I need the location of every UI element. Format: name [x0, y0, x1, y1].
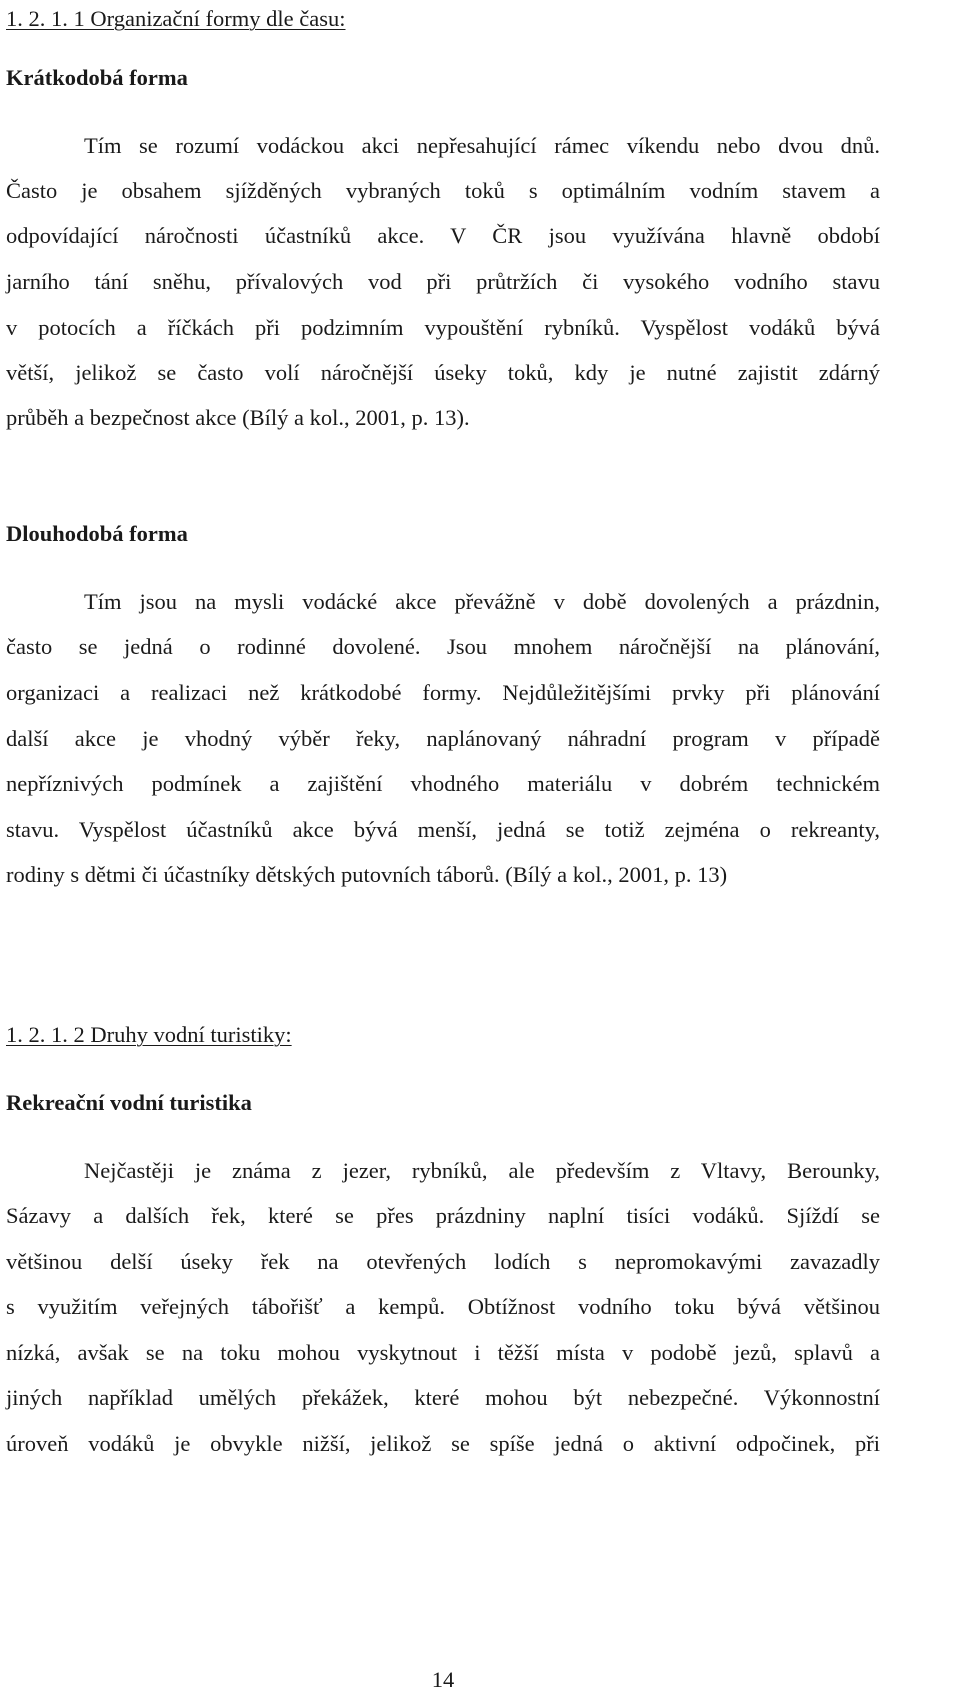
paragraph-line: Nejčastěji je známa z jezer, rybníků, ale především z Vltavy, Berounky,	[84, 1158, 880, 1183]
paragraph-line: v potocích a říčkách při podzimním vypouštění rybníků. Vyspělost vodáků bývá	[6, 315, 880, 340]
paragraph-line: úroveň vodáků je obvykle nižší, jelikož se spíše jedná o aktivní odpočinek, při	[6, 1431, 880, 1456]
subheading-rekreacni-vodni-turistika: Rekreační vodní turistika	[6, 1090, 252, 1115]
paragraph-line: s využitím veřejných tábořišť a kempů. Obtížnost vodního toku bývá většinou	[6, 1294, 880, 1319]
paragraph-line: Tím se rozumí vodáckou akci nepřesahující rámec víkendu nebo dvou dnů.	[84, 133, 880, 158]
section-heading-organizacni-formy: 1. 2. 1. 1 Organizační formy dle času:	[6, 6, 346, 31]
paragraph-line: Tím jsou na mysli vodácké akce převážně v době dovolených a prázdnin,	[84, 589, 880, 614]
section-heading-druhy-vodni-turistiky: 1. 2. 1. 2 Druhy vodní turistiky:	[6, 1022, 292, 1047]
subheading-dlouhodoba-forma: Dlouhodobá forma	[6, 521, 188, 546]
paragraph-line: odpovídající náročnosti účastníků akce. V ČR jsou využívána hlavně období	[6, 223, 880, 248]
paragraph-line: často se jedná o rodinné dovolené. Jsou mnohem náročnější na plánování,	[6, 634, 880, 659]
paragraph-line: rodiny s dětmi či účastníky dětských putovních táborů. (Bílý a kol., 2001, p. 13)	[6, 862, 728, 887]
paragraph-line: Sázavy a dalších řek, které se přes prázdniny naplní tisíci vodáků. Sjíždí se	[6, 1203, 880, 1228]
paragraph-line: další akce je vhodný výběr řeky, naplánovaný náhradní program v případě	[6, 726, 880, 751]
paragraph-line: většinou delší úseky řek na otevřených lodích s nepromokavými zavazadly	[6, 1249, 880, 1274]
paragraph-line: jarního tání sněhu, přívalových vod při průtržích či vysokého vodního stavu	[6, 269, 880, 294]
paragraph-line: jiných například umělých překážek, které mohou být nebezpečné. Výkonnostní	[6, 1385, 880, 1410]
paragraph-line: nízká, avšak se na toku mohou vyskytnout i těžší místa v podobě jezů, splavů a	[6, 1340, 880, 1365]
paragraph-line: Často je obsahem sjížděných vybraných toků s optimálním vodním stavem a	[6, 178, 880, 203]
paragraph-line: větší, jelikož se často volí náročnější úseky toků, kdy je nutné zajistit zdárný	[6, 360, 880, 385]
page-number: 14	[431, 1667, 455, 1692]
paragraph-line: stavu. Vyspělost účastníků akce bývá menší, jedná se totiž zejména o rekreanty,	[6, 817, 880, 842]
paragraph-line: organizaci a realizaci než krátkodobé formy. Nejdůležitějšími prvky při plánování	[6, 680, 880, 705]
paragraph-line: nepříznivých podmínek a zajištění vhodného materiálu v dobrém technickém	[6, 771, 880, 796]
subheading-kratkodoba-forma: Krátkodobá forma	[6, 65, 188, 90]
paragraph-line: průběh a bezpečnost akce (Bílý a kol., 2001, p. 13).	[6, 405, 470, 430]
